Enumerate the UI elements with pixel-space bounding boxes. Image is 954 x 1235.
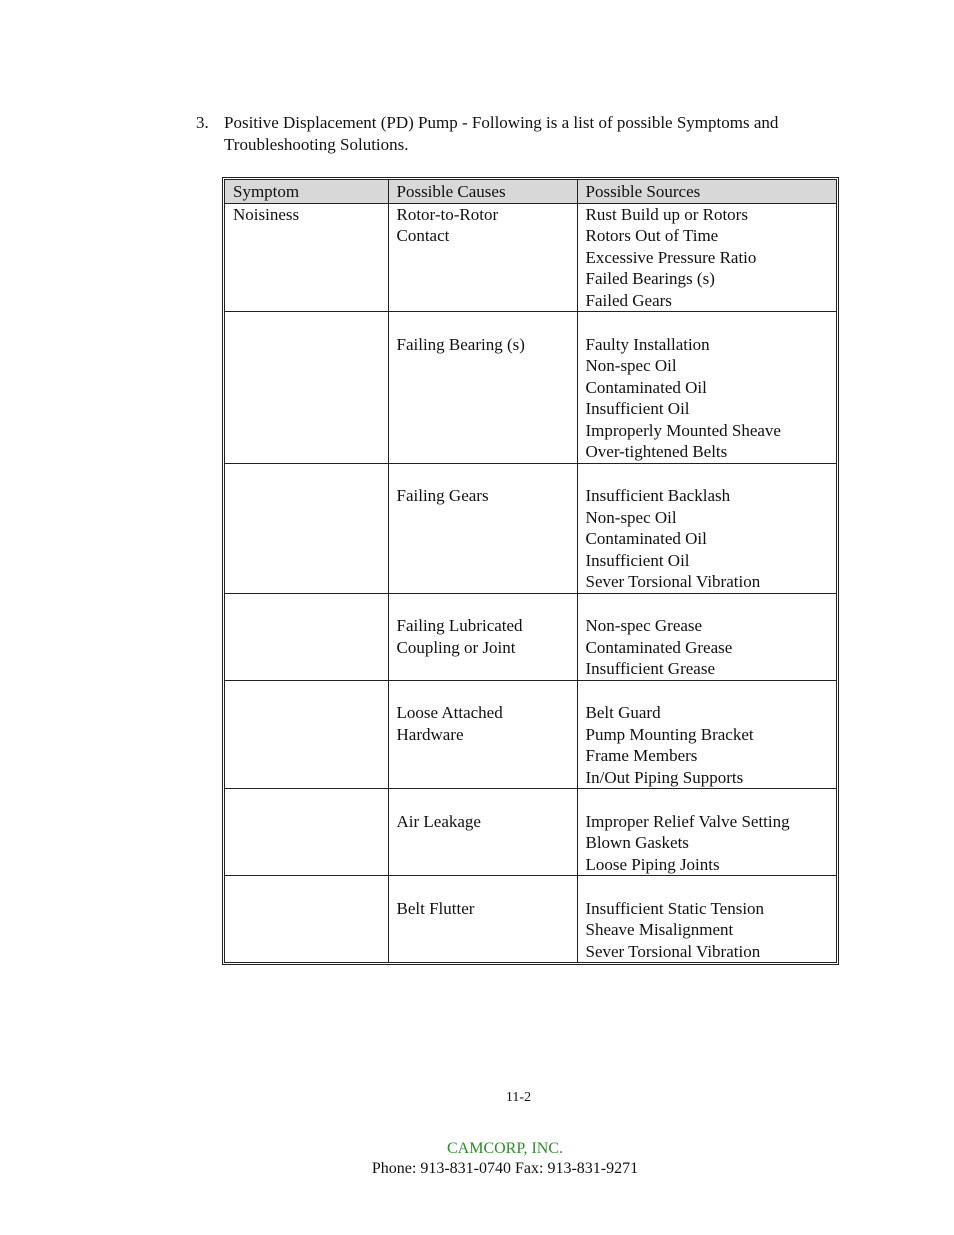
table-row (225, 593, 836, 680)
sources-cell (577, 876, 836, 963)
cause-cell (388, 680, 577, 789)
sources-cell (577, 789, 836, 876)
source-line: In/Out Piping Supports (585, 767, 744, 787)
cause-cell (388, 312, 577, 464)
table-header-row (225, 180, 836, 203)
source-line: Belt Guard (585, 703, 661, 722)
cause-line: Hardware (396, 724, 464, 744)
table-row (225, 463, 836, 593)
source-line: Non-spec Oil (585, 356, 677, 375)
table-row (225, 312, 836, 464)
header-possible-sources: Possible Sources (577, 180, 836, 203)
source-line: Insufficient Grease (585, 659, 715, 678)
table-row (225, 876, 836, 963)
source-line: Faulty Installation (585, 334, 710, 354)
source-line: Sever Torsional Vibration (585, 941, 761, 961)
cause-line: Failing Gears (396, 486, 489, 505)
source-line: Failed Gears (585, 290, 672, 310)
source-line: Pump Mounting Bracket (585, 724, 754, 744)
source-line: Failed Bearings (s) (585, 269, 715, 288)
source-line: Rust Build up or Rotors (585, 204, 748, 224)
source-line: Excessive Pressure Ratio (585, 247, 757, 267)
table-body (225, 203, 836, 962)
symptom-cell (225, 789, 388, 876)
cause-line: Loose Attached (396, 703, 503, 722)
company-name: CAMCORP, INC. (446, 1140, 564, 1157)
source-line: Sever Torsional Vibration (585, 572, 761, 591)
header-symptom: Symptom (225, 180, 388, 203)
intro-text: Positive Displacement (PD) Pump - Following is a list of possible Symptoms and Troubleshooting Solutions. (224, 113, 779, 154)
sources-cell (577, 463, 836, 593)
sources-cell (577, 593, 836, 680)
sources-cell (577, 680, 836, 789)
cause-cell (388, 593, 577, 680)
sources-cell (577, 203, 836, 312)
sources-cell (577, 312, 836, 464)
cause-cell (388, 789, 577, 876)
list-number: 3. (196, 113, 209, 132)
table-row (225, 680, 836, 789)
cause-cell (388, 876, 577, 963)
source-line: Contaminated Grease (585, 637, 733, 657)
cause-line: Coupling or Joint (396, 637, 516, 657)
source-line: Insufficient Backlash (585, 486, 731, 505)
cause-cell (388, 203, 577, 312)
cause-line: Failing Bearing (s) (396, 334, 525, 354)
company-contact: Phone: 913-831-0740 Fax: 913-831-9271 (371, 1160, 639, 1177)
symptom-cell (225, 680, 388, 789)
cause-line: Rotor-to-Rotor (396, 204, 499, 224)
cause-cell (388, 463, 577, 593)
page-number: 11-2 (505, 1090, 532, 1105)
symptom-cell: Noisiness (225, 203, 388, 312)
table-row (225, 789, 836, 876)
source-line: Sheave Misalignment (585, 920, 734, 939)
cause-line: Contact (396, 226, 450, 245)
table-row (225, 203, 836, 312)
source-line: Improperly Mounted Sheave (585, 420, 781, 440)
intro-paragraph (196, 112, 856, 155)
symptom-cell (225, 463, 388, 593)
source-line: Rotors Out of Time (585, 226, 719, 245)
source-line: Frame Members (585, 746, 698, 765)
source-line: Non-spec Grease (585, 616, 703, 635)
symptom-cell (225, 593, 388, 680)
cause-line: Failing Lubricated (396, 616, 523, 635)
cause-line: Belt Flutter (396, 898, 475, 918)
source-line: Blown Gaskets (585, 833, 689, 852)
troubleshooting-table (222, 177, 839, 965)
source-line: Non-spec Oil (585, 507, 677, 527)
source-line: Improper Relief Valve Setting (585, 811, 790, 831)
cause-line: Air Leakage (396, 811, 481, 831)
header-possible-causes: Possible Causes (388, 180, 577, 203)
source-line: Loose Piping Joints (585, 854, 720, 874)
source-line: Contaminated Oil (585, 377, 707, 397)
source-line: Contaminated Oil (585, 529, 707, 548)
symptom-cell (225, 876, 388, 963)
source-line: Insufficient Oil (585, 399, 690, 418)
symptom-cell (225, 312, 388, 464)
source-line: Insufficient Static Tension (585, 898, 765, 918)
source-line: Insufficient Oil (585, 550, 690, 570)
source-line: Over-tightened Belts (585, 442, 728, 461)
